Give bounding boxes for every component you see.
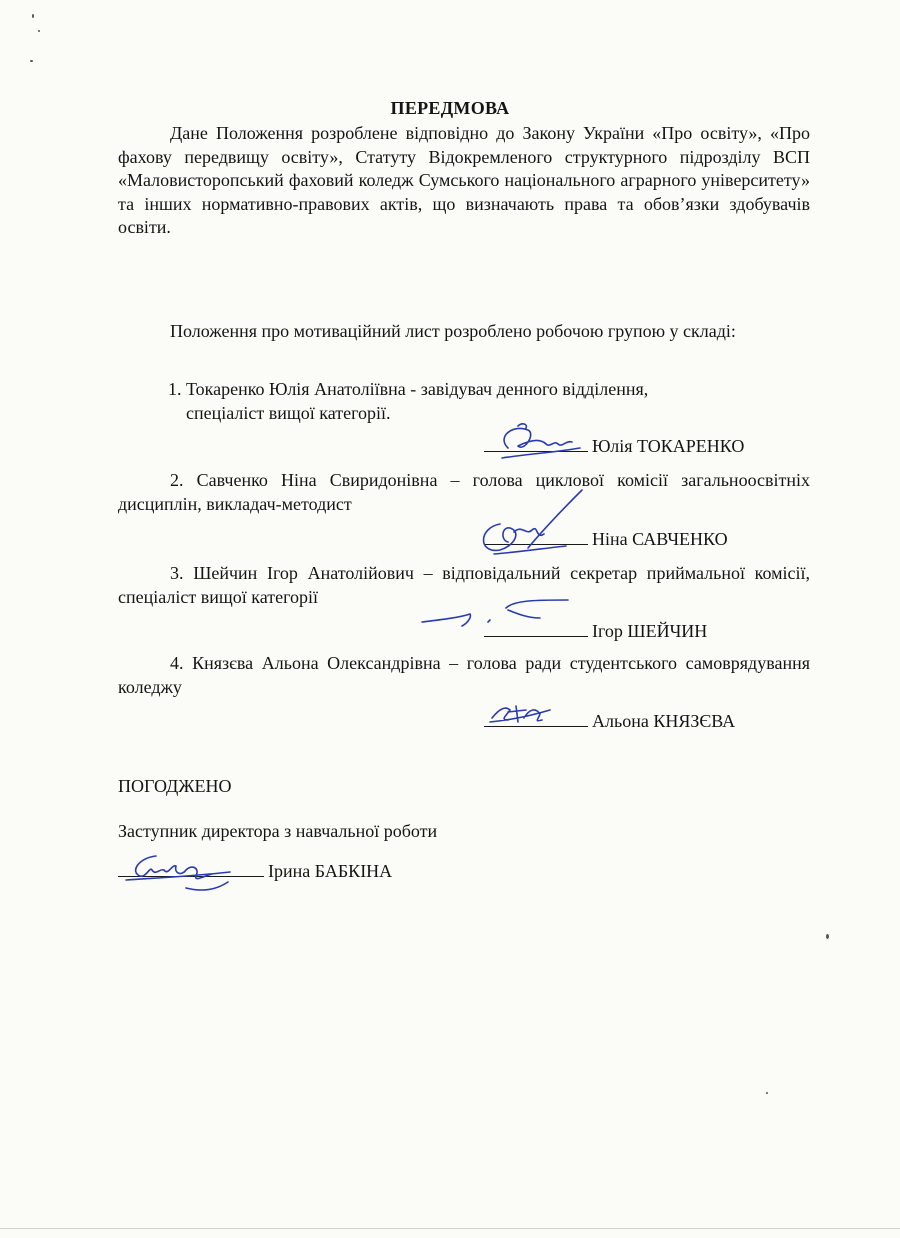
member-3-entry: [118, 562, 810, 609]
working-group-intro: Положення про мотиваційний лист розроблено робочою групою у складі:: [170, 321, 736, 341]
signature-blank: [484, 710, 588, 727]
member-2-signature-name: Ніна САВЧЕНКО: [592, 529, 728, 549]
scan-speck: [38, 30, 40, 32]
member-3-signature-line: [484, 620, 707, 642]
member-4-text: Князєва Альона Олександрівна – голова ради студентського самоврядування коледжу: [118, 653, 811, 697]
approval-position: Заступник директора з навчальної роботи: [118, 821, 438, 841]
member-2-text: Савченко Ніна Свиридонівна – голова циклової комісії загальноосвітніх дисциплін, викладач-методист: [118, 470, 811, 514]
scan-speck: [30, 60, 33, 62]
document-title: ПЕРЕДМОВА: [390, 98, 510, 118]
signature-blank: [484, 528, 588, 545]
member-4-entry: [118, 652, 810, 699]
member-1-number: 1.: [168, 379, 182, 399]
signature-blank: [118, 860, 264, 877]
approval-signature-line: [118, 860, 392, 882]
member-2-entry: [118, 469, 810, 516]
approval-signature-name: Ірина БАБКІНА: [268, 861, 393, 881]
signature-blank: [484, 435, 588, 452]
member-2-number: 2.: [170, 470, 184, 490]
member-3-number: 3.: [170, 563, 184, 583]
scan-edge-line: [0, 1228, 900, 1229]
member-1-signature-line: [484, 435, 744, 457]
member-3-text: Шейчин Ігор Анатолійович – відповідальний секретар приймальної комісії, спеціаліст вищої категорії: [118, 563, 810, 607]
scan-speck: [766, 1092, 768, 1094]
member-1-line2: спеціаліст вищої категорії.: [186, 402, 391, 423]
member-2-signature-line: [484, 528, 728, 550]
member-4-signature-name: Альона КНЯЗЄВА: [592, 711, 736, 731]
approval-heading: ПОГОДЖЕНО: [118, 776, 232, 796]
scan-speck: [826, 934, 829, 939]
member-1-signature-name: Юлія ТОКАРЕНКО: [592, 436, 745, 456]
signature-blank: [484, 620, 588, 637]
member-3-signature-name: Ігор ШЕЙЧИН: [592, 621, 708, 641]
intro-paragraph: Дане Положення розроблене відповідно до Закону України «Про освіту», «Про фахову передвищу освіту», Статуту Відокремленого структурного підрозділу ВСП «Маловисторопський фаховий коледж Сумського національного аграрного університету» та інших нормативно-правових актів, що визначають права та обов’язки здобувачів освіти.: [118, 123, 810, 237]
member-1-entry: [168, 378, 810, 425]
member-4-signature-line: [484, 710, 735, 732]
member-4-number: 4.: [170, 653, 184, 673]
member-1-line1: Токаренко Юлія Анатоліївна - завідувач денного відділення,: [186, 379, 649, 399]
scan-speck: [32, 14, 34, 18]
